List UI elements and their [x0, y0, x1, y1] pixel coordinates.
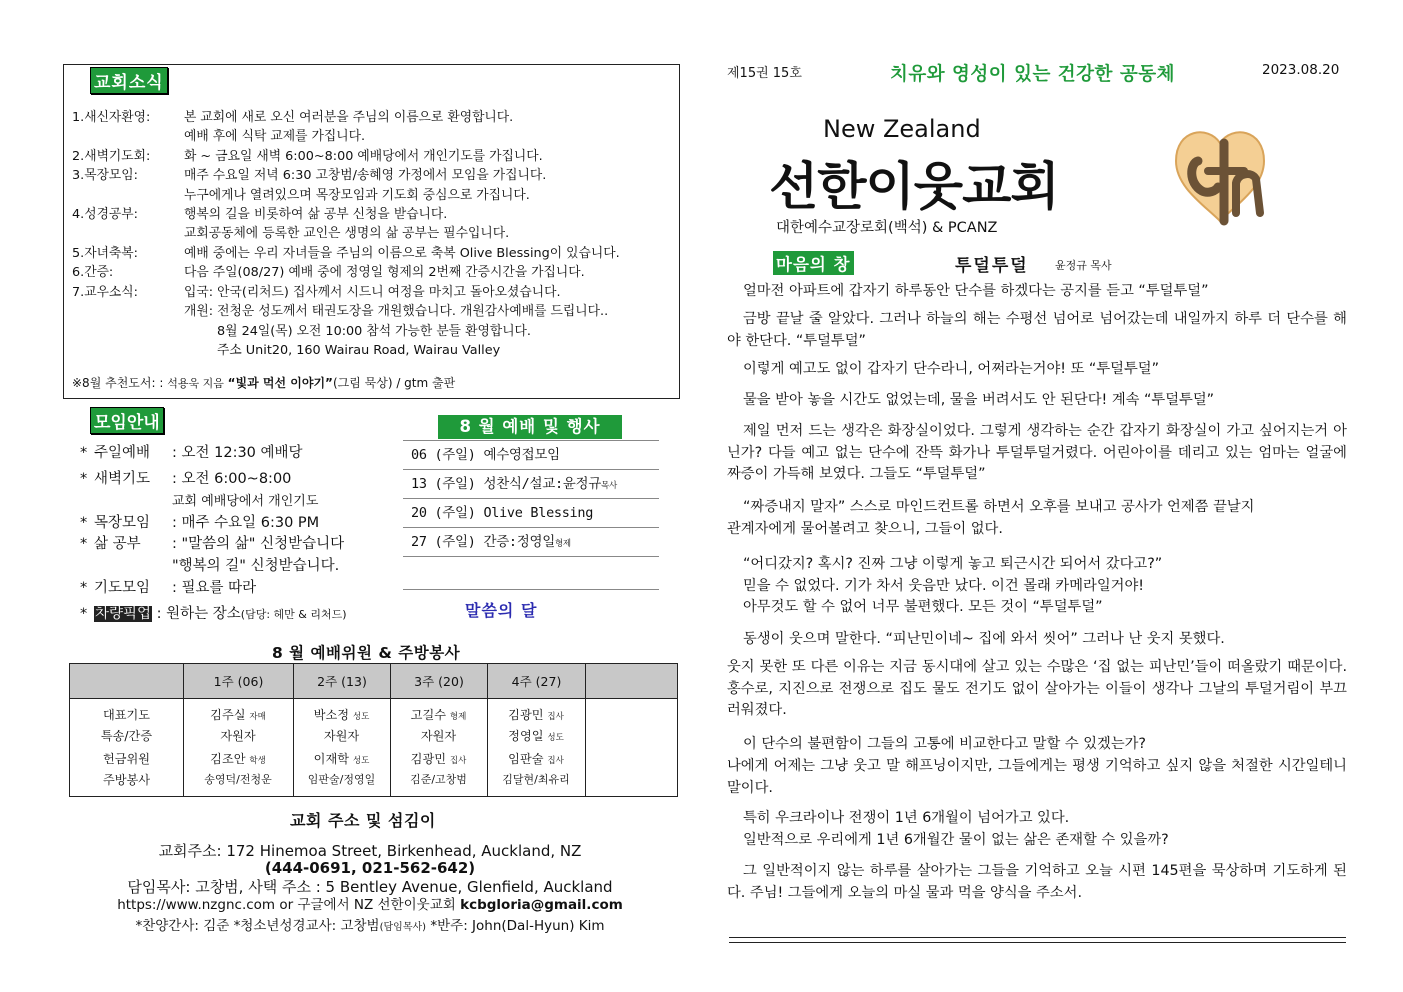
books-title: “빛과 먹선 이야기”: [227, 376, 333, 390]
event-text: 06 (주일) 예수영접모임: [411, 447, 560, 463]
news-line: 누구에게나 열려있으며 목장모임과 기도회 중심으로 가집니다.: [184, 188, 530, 203]
recommended-books: [72, 374, 455, 391]
staff-list: *찬양간사: 김준 *청소년성경교사: 고창범: [135, 918, 380, 934]
news-label: 4.성경공부:: [72, 207, 138, 222]
meeting-label: 목장모임: [94, 515, 151, 531]
event-item: [403, 440, 659, 469]
books-author: 석용욱 지음: [167, 377, 224, 390]
duty-week-header: 4주 (27): [487, 664, 585, 699]
duty-cell: [390, 727, 487, 744]
news-label: 2.새벽기도회:: [72, 149, 151, 164]
duty-role: 주방봉사: [102, 773, 151, 787]
duty-title: 학생: [249, 756, 266, 766]
column-paragraph: 이 단수의 불편함이 그들의 고통에 비교한다고 말할 수 있겠는가?: [743, 736, 1147, 752]
news-line: 예배 후에 식탁 교제를 가집니다.: [184, 129, 366, 144]
meeting-value: : 원하는 장소: [156, 606, 241, 622]
duty-cell: [390, 750, 487, 767]
website-link[interactable]: https://www.nzgnc.com or 구글에서 NZ 선한이웃교회: [117, 897, 456, 913]
column-section-tag: 마음의 창: [773, 251, 854, 275]
bulletin-date: 2023.08.20: [1262, 62, 1340, 78]
meeting-sub: 교회 예배당에서 개인기도: [172, 494, 319, 509]
duty-title: 성도: [352, 712, 370, 722]
august-events-list: [403, 440, 659, 590]
column-paragraph: 물을 받아 놓을 시간도 없었는데, 물을 버려서도 안 된단다! 계속 “투덜투덜”: [743, 392, 1215, 408]
duty-cell: 김준/고창범: [410, 773, 467, 786]
column-paragraph: 나에게 어제는 그냥 웃고 말 해프닝이지만, 그들에게는 평생 기억하고 싶지 않을 처절한 시간일테니 말이다.: [727, 758, 1347, 796]
meeting-value: : 오전 12:30 예배당: [172, 445, 303, 461]
meeting-label: 차량픽업: [95, 606, 152, 622]
duty-cell: 임판술/정영일: [307, 773, 376, 786]
column-paragraph: “어디갔지? 혹시? 진짜 그냥 이렇게 놓고 퇴근시간 되어서 갔다고?”: [743, 556, 1163, 572]
event-title-suffix: 목사: [601, 481, 617, 491]
news-item-dawn-prayer: [72, 147, 543, 167]
duty-name: 김광민: [410, 752, 446, 766]
event-title-suffix: 형제: [554, 539, 571, 549]
duty-cell: [487, 750, 585, 767]
duty-title: 성도: [352, 756, 370, 766]
duty-cell: [487, 727, 585, 744]
web-email-line: [60, 893, 680, 913]
duty-name: 자원자: [420, 729, 457, 743]
books-suffix: (그림 묵상) / gtm 출판: [332, 376, 456, 390]
church-news-box: [63, 64, 680, 399]
staff-line: [60, 914, 680, 934]
news-item-testimony: [72, 263, 585, 283]
meeting-item-prayer: * 기도모임 : 필요를 따라: [80, 576, 256, 597]
church-name: 선한이웃교회: [769, 158, 1059, 217]
duty-table-header: [70, 664, 677, 699]
event-text: 13 (주일) 성찬식/설교:윤정규: [411, 476, 602, 492]
column-paragraph: “짜증내지 말자” 스스로 마인드컨트롤 하면서 오후를 보내고 공사가 언제쯤 끝날지: [743, 499, 1255, 515]
event-text: 27 (주일) 간증:정영일: [411, 534, 555, 550]
duty-table: [69, 663, 678, 797]
column-paragraph: 웃지 못한 또 다른 이유는 지금 동시대에 살고 있는 수많은 ‘집 없는 피난민’들이 떠올랐기 때문이다. 홍수로, 지진으로 전쟁으로 집도 물도 전기도 없이 살아가는 이들이 생각나 그날의 투덜거림이 부끄러워졌다.: [727, 659, 1347, 718]
meeting-guide-title: 모임안내: [90, 407, 164, 434]
duty-table-title: 8 월 예배위원 & 주방봉사: [272, 644, 461, 662]
duty-cell: [487, 706, 585, 723]
duty-name: 김조안: [210, 752, 246, 766]
column-paragraph: 그 일반적이지 않는 하루를 살아가는 그들을 기억하고 오늘 시편 145편을 묵상하며 기도하게 된다. 주님! 그들에게 오늘의 마실 물과 먹을 양식을 주소서.: [727, 863, 1347, 901]
column-title: 투덜투덜: [955, 256, 1029, 276]
news-line: 본 교회에 새로 오신 여러분을 주님의 이름으로 환영합니다.: [184, 110, 514, 125]
column-paragraph: 동생이 웃으며 말한다. “피난민이네~ 집에 와서 씻어” 그러나 난 웃지 못했다.: [743, 631, 1225, 647]
news-item-child-blessing: [72, 244, 620, 264]
meeting-label: 삶 공부: [94, 536, 141, 552]
word-month-label: 말씀의 달: [465, 601, 538, 620]
column-paragraph: 일반적으로 우리에게 1년 6개월간 물이 없는 삶은 존재할 수 있을까?: [743, 832, 1169, 848]
news-line: 주소 Unit20, 160 Wairau Road, Wairau Valley: [217, 343, 501, 358]
duty-name: 자원자: [220, 729, 256, 743]
duty-role: 특송/간증: [100, 729, 153, 743]
duty-role: 헌금위원: [102, 752, 151, 766]
duty-title: 성도: [547, 733, 564, 743]
news-label: 7.교우소식:: [72, 285, 138, 300]
books-prefix: ※8월 추천도서: :: [72, 376, 164, 390]
meeting-item-sunday: * 주일예배 : 오전 12:30 예배당: [80, 441, 303, 462]
meeting-value: : 필요를 따라: [172, 580, 257, 596]
duty-title: 자매: [249, 712, 266, 722]
event-item: [403, 469, 659, 498]
church-phone: (444-0691, 021-562-642): [264, 859, 476, 877]
volume-number: 제15권 15호: [727, 66, 802, 81]
church-motto: 치유와 영성이 있는 건강한 공동체: [890, 64, 1175, 85]
duty-blank-header: [585, 664, 677, 699]
duty-title: 형제: [449, 712, 467, 722]
column-paragraph: 금방 끝날 줄 알았다. 그러나 하늘의 해는 수평선 넘어로 넘어갔는데 내일까지 하루 더 단수를 해야 한단다. “투덜투덜”: [727, 311, 1347, 349]
duty-name: 정영일: [508, 729, 544, 743]
country-label: New Zealand: [823, 115, 981, 143]
news-line: 교회공동체에 등록한 교인은 생명의 삶 공부는 필수입니다.: [184, 226, 510, 241]
news-line: 개원: 전청운 성도께서 태권도장을 개원했습니다. 개원감사예배를 드립니다..: [184, 304, 609, 319]
duty-cell: 김달현/최유리: [502, 773, 570, 786]
duty-role: 대표기도: [102, 708, 151, 722]
column-paragraph: 얼마전 아파트에 갑자기 하루동안 단수를 하겠다는 공지를 듣고 “투덜투덜”: [743, 283, 1209, 299]
news-label: 3.목장모임:: [72, 168, 138, 183]
church-news-title: 교회소식: [90, 67, 168, 94]
duty-name: 자원자: [323, 729, 360, 743]
meeting-item-cell: * 목장모임 : 매주 수요일 6:30 PM: [80, 511, 319, 532]
accompanist: *반주: John(Dal-Hyun) Kim: [430, 918, 605, 934]
column-paragraph: 관계자에게 물어볼려고 찾으니, 그들이 없다.: [727, 521, 1003, 537]
duty-name: 김광민: [508, 708, 544, 722]
news-line: 8월 24일(목) 오전 10:00 참석 가능한 분들 환영합니다.: [217, 324, 531, 339]
meeting-item-life-study: * 삶 공부 : "말씀의 삶" 신청받습니다: [80, 532, 344, 553]
news-label: 6.간증:: [72, 265, 114, 280]
column-paragraph: 특히 우크라이나 전쟁이 1년 6개월이 넘어가고 있다.: [743, 810, 1070, 826]
column-paragraph: 믿을 수 없었다. 기가 차서 웃음만 났다. 이건 몰래 카메라일거야!: [743, 578, 1144, 594]
august-events-title: 8 월 예배 및 행사: [438, 415, 622, 439]
address-title: 교회 주소 및 섬김이: [290, 811, 436, 830]
duty-name: 임판술: [508, 752, 544, 766]
news-line: 매주 수요일 저녁 6:30 고창범/송혜영 가정에서 모임을 가집니다.: [184, 168, 547, 183]
column-paragraph: 이렇게 예고도 없이 갑자기 단수라니, 어쩌라는거야! 또 “투덜투덜”: [743, 361, 1159, 377]
meeting-label: 주일예배: [94, 445, 151, 461]
event-item: [403, 498, 659, 527]
duty-cell: [183, 706, 293, 723]
footer-rule: [729, 937, 1346, 938]
event-blank-row: [403, 556, 659, 590]
news-line: 행복의 길을 비롯하여 삶 공부 신청을 받습니다.: [184, 207, 448, 222]
duty-cell: [293, 706, 390, 723]
denomination: 대한예수교장로회(백석) & PCANZ: [776, 220, 998, 236]
news-item-cell-group: [72, 166, 546, 186]
column-author: 윤정규 목사: [1055, 259, 1112, 272]
duty-cell: [293, 727, 390, 744]
meeting-label: 기도모임: [94, 580, 151, 596]
column-paragraph: 아무것도 할 수 없어 너무 불편했다. 모든 것이 “투덜투덜”: [743, 599, 1103, 615]
email-link[interactable]: kcbgloria@gmail.com: [460, 897, 623, 913]
duty-week-header: 1주 (06): [183, 664, 293, 699]
news-line: 다음 주일(08/27) 예배 중에 정영일 형제의 2번째 간증시간을 가집니다.: [184, 265, 585, 280]
news-line: 예배 중에는 우리 자녀들을 주님의 이름으로 축복 Olive Blessing이 있습니다.: [184, 246, 620, 261]
news-label: 1.새신자환영:: [72, 110, 151, 125]
footer-rule: [729, 942, 1346, 943]
duty-cell: [183, 727, 293, 744]
duty-cell: [183, 750, 293, 767]
duty-cell: [390, 706, 487, 723]
meeting-value: : "말씀의 삶" 신청받습니다: [172, 536, 345, 552]
duty-name: 고길수: [410, 708, 446, 722]
event-item: [403, 527, 659, 556]
news-item-bible-study: [72, 205, 447, 225]
meeting-label: 새벽기도: [94, 471, 151, 487]
duty-title: 집사: [547, 712, 564, 722]
duty-week-header: 3주 (20): [390, 664, 487, 699]
duty-title: 집사: [449, 756, 467, 766]
duty-name: 김주실: [210, 708, 246, 722]
meeting-note: (담당: 헤만 & 리처드): [240, 608, 347, 621]
duty-cell: [293, 750, 390, 767]
meeting-value: : 매주 수요일 6:30 PM: [172, 515, 320, 531]
meeting-item-car-pickup: * 차량픽업 : 원하는 장소(담당: 헤만 & 리처드): [80, 606, 347, 622]
news-item-member-news: [72, 283, 561, 303]
meeting-sub: "행복의 길" 신청받습니다.: [172, 558, 340, 574]
duty-col-divider: [585, 699, 586, 796]
staff-note: (담임목사): [379, 922, 427, 933]
news-label: 5.자녀축복:: [72, 246, 138, 261]
column-paragraph: 제일 먼저 드는 생각은 화장실이었다. 그렇게 생각하는 순간 갑자기 화장실이 가고 싶어지는거 아닌가? 다들 예고 없는 단수에 잔뜩 화가나 투덜투덜거렸다. 어린아이를 데리고 있는 엄마는 얼굴에 짜증이 가득해 보였다. 그들도 “투덜투덜”: [727, 423, 1347, 482]
meeting-item-dawn: * 새벽기도 : 오전 6:00~8:00: [80, 467, 291, 488]
duty-name: 박소정: [313, 708, 349, 722]
pastor-address: 담임목사: 고창범, 사택 주소 : 5 Bentley Avenue, Glenfield, Auckland: [127, 878, 613, 896]
news-item-welcome: [72, 108, 513, 128]
news-line: 화 ~ 금요일 새벽 6:00~8:00 예배당에서 개인기도를 가집니다.: [184, 149, 543, 164]
duty-week-header: 2주 (13): [293, 664, 390, 699]
news-line: 입국: 안국(리처드) 집사께서 시드니 여정을 마치고 돌아오셨습니다.: [184, 285, 561, 300]
church-logo-icon: [1168, 121, 1276, 229]
duty-cell: 송영덕/전청운: [204, 773, 272, 786]
event-text: 20 (주일) Olive Blessing: [411, 505, 594, 521]
meeting-value: : 오전 6:00~8:00: [172, 471, 292, 487]
church-address: 교회주소: 172 Hinemoa Street, Birkenhead, Auckland, NZ: [158, 842, 582, 860]
duty-name: 이재학: [313, 752, 349, 766]
duty-title: 집사: [547, 756, 564, 766]
